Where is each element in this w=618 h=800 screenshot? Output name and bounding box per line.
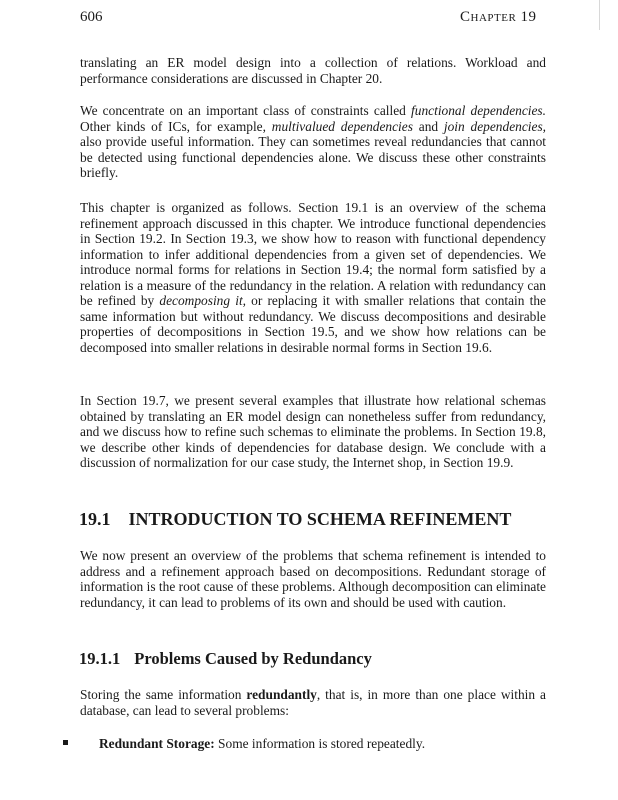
section-heading [79, 509, 511, 530]
paragraph-4 [80, 393, 546, 471]
section-title: INTRODUCTION TO SCHEMA REFINEMENT [128, 509, 512, 529]
page-edge-mark [599, 0, 600, 30]
running-header-chapter: Chapter 19 [460, 9, 537, 25]
p2-term-join-dependencies: join dependencies, [443, 118, 547, 134]
p6-text-c: , that is, in more than one place within a database, can lead to several problems: [80, 687, 546, 718]
bullet-label: Redundant Storage: [99, 736, 215, 751]
paragraph-2 [80, 103, 546, 181]
bullet-square-icon [63, 740, 68, 745]
p2-text-e: and [412, 118, 444, 134]
paragraph-5-text: We now present an overview of the problems that schema refinement is intended to address and a refinement approach based on decompositions. Redundant storage of information is the root cause of these problems. Although decomposition can eliminate redundancy, it can lead to problems of its own and should be used with caution. [80, 548, 546, 610]
page-number: 606 [80, 9, 103, 25]
subsection-heading [79, 649, 372, 669]
p3-text-c: or replacing it with smaller relations that contain the same information but without redundancy. We discuss decompositions and desirable properties of decompositions in Section 19.5, and we show how relations can be decomposed into smaller relations in desirable normal forms in Section 19.6. [80, 293, 546, 355]
bullet-body: Some information is stored repeatedly. [214, 736, 426, 751]
paragraph-4-text: In Section 19.7, we present several examples that illustrate how relational schemas obtained by translating an ER model design can nonetheless suffer from redundancy, and we discuss how to refine such schemas to eliminate the problems. In Section 19.8, we describe other kinds of dependencies for database design. We conclude with a discussion of normalization for our case study, the Internet shop, in Section 19.9. [80, 393, 546, 470]
p3-text-a: This chapter is organized as follows. Section 19.1 is an overview of the schema refinement approach discussed in this chapter. We introduce functional dependencies in Section 19.2. In Section 19.3, we show how to reason with functional dependency information to infer additional dependencies from a given set of dependencies. We introduce normal forms for relations in Section 19.4; the normal form satisfied by a relation is a measure of the redundancy in the relation. A relation with redundancy can be refined by [80, 200, 546, 308]
paragraph-6 [80, 687, 546, 718]
p2-text-a: We concentrate on an important class of constraints called [80, 103, 412, 118]
p6-term-redundantly: redundantly [246, 687, 317, 702]
subsection-title: Problems Caused by Redundancy [134, 649, 372, 668]
paragraph-1 [80, 55, 546, 86]
bullet-text [99, 736, 425, 752]
p3-term-decomposing: decomposing it, [159, 293, 247, 308]
section-number: 19.1 [79, 509, 111, 529]
p2-text-c: Other kinds of ICs, for example, [80, 118, 272, 134]
p2-text-g: also provide useful information. They can sometimes reveal redundancies that cannot be detected using functional dependencies alone. We discuss these other constraints briefly. [80, 134, 546, 180]
p2-term-multivalued-dependencies: multivalued dependencies [271, 118, 413, 134]
paragraph-1-text: translating an ER model design into a collection of relations. Workload and performance considerations are discussed in Chapter 20. [80, 55, 546, 86]
paragraph-3 [80, 200, 546, 355]
paragraph-5 [80, 548, 546, 610]
p2-term-functional-dependencies: functional dependencies. [411, 103, 546, 118]
p6-text-a: Storing the same information [80, 687, 247, 702]
subsection-number: 19.1.1 [79, 649, 121, 668]
